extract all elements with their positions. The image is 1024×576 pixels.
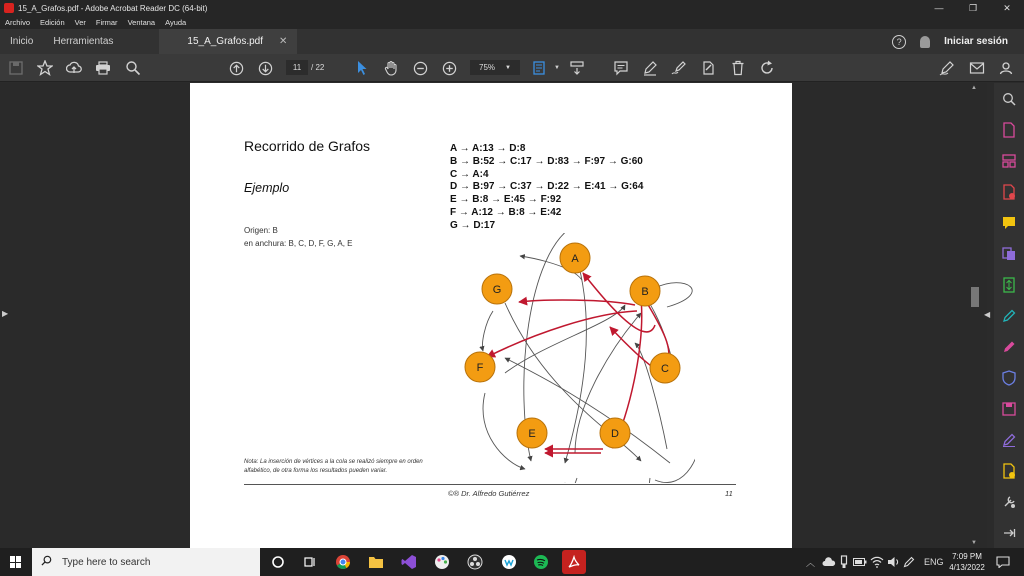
edit-pdf-icon[interactable] [1000, 308, 1018, 324]
fit-page-chevron-icon[interactable]: ▼ [554, 65, 560, 71]
page-title: Recorrido de Grafos [244, 138, 371, 154]
wifi-icon[interactable] [870, 548, 884, 576]
comment-icon[interactable] [612, 59, 630, 77]
system-clock[interactable] [944, 551, 990, 573]
graph-edge [655, 283, 692, 307]
search-icon [41, 555, 53, 569]
graph-node-label: C [661, 363, 669, 375]
fill-sign-icon[interactable] [938, 59, 956, 77]
menu-edicion[interactable]: Edición [40, 18, 65, 27]
page-subtitle: Ejemplo [244, 181, 290, 195]
graph-node-label: F [476, 362, 484, 374]
sign-in-button[interactable]: Iniciar sesión [944, 36, 1008, 47]
hand-tool-icon[interactable] [382, 59, 400, 77]
email-icon[interactable] [968, 59, 986, 77]
graph-node-label: D [611, 428, 619, 440]
pen-workspace-icon[interactable] [903, 548, 915, 576]
graph-diagram [445, 233, 695, 483]
export-pdf-icon[interactable] [1000, 122, 1018, 138]
tab-document-label: 15_A_Grafos.pdf [187, 36, 263, 47]
chrome-icon[interactable] [333, 552, 353, 572]
zoom-in-icon[interactable] [440, 59, 458, 77]
graph-edge [565, 259, 586, 463]
select-cursor-icon[interactable] [353, 59, 371, 77]
fit-page-icon[interactable] [531, 59, 549, 77]
footer-divider [244, 484, 736, 485]
input-language[interactable]: ENG [924, 557, 944, 567]
collapse-tools-icon[interactable] [1000, 525, 1018, 541]
graph-node-d [600, 418, 630, 448]
acrobat-app-icon [4, 3, 14, 13]
send-for-comments-icon[interactable] [1000, 463, 1018, 479]
usb-device-icon[interactable] [840, 548, 848, 576]
graph-node-e [517, 418, 547, 448]
obs-recorder-icon[interactable] [465, 552, 485, 572]
bookmark-star-icon[interactable] [36, 59, 54, 77]
vertical-scrollbar[interactable] [970, 83, 980, 548]
help-icon[interactable]: ? [892, 35, 906, 49]
scroll-down-icon[interactable]: ▼ [971, 540, 977, 546]
cortana-icon[interactable] [268, 552, 288, 572]
fill-and-sign-icon[interactable] [1000, 339, 1018, 355]
task-view-icon[interactable] [300, 552, 320, 572]
minimize-button[interactable]: — [934, 3, 944, 13]
graph-node-label: B [641, 286, 649, 298]
adjacency-row: D → B:97 → C:37 → D:22 → E:41 → G:64 [450, 181, 644, 193]
graph-node-g [482, 274, 512, 304]
adjacency-list [450, 143, 643, 233]
traversal-breadth-order: en anchura: B, C, D, F, G, A, E [244, 239, 353, 248]
pdf-page [190, 83, 792, 548]
page-number-input[interactable]: 11 [286, 60, 308, 75]
page-total: / 22 [311, 63, 325, 72]
scrollbar-thumb[interactable] [971, 287, 979, 307]
graph-node-c [650, 353, 680, 383]
close-tab-icon[interactable]: ✕ [279, 36, 288, 47]
previous-page-icon[interactable] [227, 59, 245, 77]
zoom-search-icon[interactable] [124, 59, 142, 77]
graph-node-label: G [492, 284, 502, 296]
comment-tool-icon[interactable] [1000, 215, 1018, 231]
adjacency-row: E → B:8 → E:45 → F:92 [450, 194, 562, 206]
menu-ver[interactable]: Ver [74, 18, 86, 27]
adjacency-row: A → A:13 → D:8 [450, 143, 526, 154]
maximize-button[interactable]: ❐ [968, 2, 978, 13]
more-tools-icon[interactable] [1000, 494, 1018, 510]
start-button[interactable] [0, 548, 32, 576]
collapse-right-pane-icon[interactable]: ◀ [984, 310, 991, 319]
zoom-level-value: 75% [479, 63, 496, 72]
spotify-icon[interactable] [531, 552, 551, 572]
graph-node-b [630, 276, 660, 306]
webex-icon[interactable] [499, 552, 519, 572]
notifications-bell-icon[interactable] [920, 36, 930, 48]
zoom-out-icon[interactable] [411, 59, 429, 77]
menu-bar [0, 16, 1024, 29]
menu-firmar[interactable]: Firmar [95, 18, 118, 27]
tools-rail [994, 83, 1024, 548]
create-pdf-icon[interactable] [1000, 184, 1018, 200]
graph-node-a [560, 243, 590, 273]
share-user-icon[interactable] [997, 59, 1015, 77]
adjacency-row: C → A:4 [450, 168, 489, 180]
next-page-icon[interactable] [256, 59, 274, 77]
scroll-up-icon[interactable]: ▲ [971, 85, 977, 91]
rotate-icon[interactable] [758, 59, 776, 77]
graph-node-f [465, 352, 495, 382]
window-title: 15_A_Grafos.pdf - Adobe Acrobat Reader DC (64-bit) [18, 3, 208, 13]
scroll-mode-icon[interactable] [568, 59, 586, 77]
clock-date: 4/13/2022 [949, 563, 985, 572]
draw-freehand-icon[interactable] [670, 59, 688, 77]
menu-ventana[interactable]: Ventana [127, 18, 156, 27]
tab-bar [0, 29, 1024, 54]
adjacency-row: B → B:52 → C:17 → D:83 → F:97 → G:60 [450, 155, 643, 167]
file-explorer-icon[interactable] [366, 552, 386, 572]
traversal-edge [519, 300, 635, 305]
protect-shield-icon[interactable] [1000, 370, 1018, 386]
tab-document[interactable] [159, 29, 297, 54]
traversal-info [244, 224, 353, 250]
menu-archivo[interactable]: Archivo [5, 18, 31, 27]
search-placeholder: Type here to search [62, 556, 151, 568]
main-toolbar [0, 54, 1024, 82]
traversal-edge [487, 311, 637, 357]
expand-left-pane-icon[interactable]: ▶ [2, 309, 9, 318]
combine-files-icon[interactable] [1000, 246, 1018, 262]
save-as-icon[interactable] [1000, 401, 1018, 417]
sign-document-icon[interactable] [699, 59, 717, 77]
battery-icon[interactable] [853, 548, 867, 576]
footer-page-number: 11 [725, 489, 733, 498]
close-window-button[interactable]: ✕ [1003, 2, 1011, 13]
document-viewport[interactable] [0, 83, 987, 548]
traversal-origin: Origen: B [244, 226, 278, 235]
onedrive-cloud-icon[interactable] [822, 548, 836, 576]
clock-time: 7:09 PM [952, 552, 982, 561]
volume-icon[interactable] [887, 548, 901, 576]
print-icon[interactable] [94, 59, 112, 77]
graph-edge [482, 311, 493, 351]
graph-node-label: E [528, 428, 536, 440]
save-icon[interactable] [7, 59, 25, 77]
cloud-upload-icon[interactable] [65, 59, 83, 77]
page-note: Nota: La inserción de vértices a la cola se realizó siempre en orden alfabético, de otra forma los resultados pueden variar. [244, 459, 423, 474]
show-hidden-icons-icon[interactable]: ︿ [806, 557, 816, 568]
highlight-pen-icon[interactable] [641, 59, 659, 77]
title-bar [0, 0, 1024, 16]
adjacency-row: G → D:17 [450, 219, 496, 231]
windows-logo-icon [10, 556, 22, 568]
acrobat-taskbar-icon[interactable] [562, 550, 586, 574]
notifications-icon[interactable] [996, 548, 1010, 576]
zoom-level-select[interactable] [470, 60, 520, 75]
request-signature-icon[interactable] [1000, 432, 1018, 448]
organize-pages-icon[interactable] [1000, 153, 1018, 169]
windows-taskbar [0, 548, 1024, 576]
delete-trash-icon[interactable] [729, 59, 747, 77]
graph-edge [655, 423, 695, 483]
zoom-tool-icon[interactable] [1000, 91, 1018, 107]
menu-ayuda[interactable]: Ayuda [165, 18, 187, 27]
graph-node-label: A [571, 253, 579, 265]
taskbar-search-box[interactable] [32, 548, 260, 576]
footer-author: ©® Dr. Alfredo Gutiérrez [448, 489, 530, 498]
tab-home[interactable]: Inicio [10, 36, 34, 47]
adjacency-row: F → A:12 → B:8 → E:42 [450, 206, 562, 218]
paint-app-icon[interactable] [432, 552, 452, 572]
chevron-down-icon: ▼ [505, 64, 511, 71]
compress-pdf-icon[interactable] [1000, 277, 1018, 293]
graph-edge [563, 478, 577, 483]
visual-studio-icon[interactable] [399, 552, 419, 572]
tab-tools[interactable]: Herramientas [53, 36, 114, 47]
